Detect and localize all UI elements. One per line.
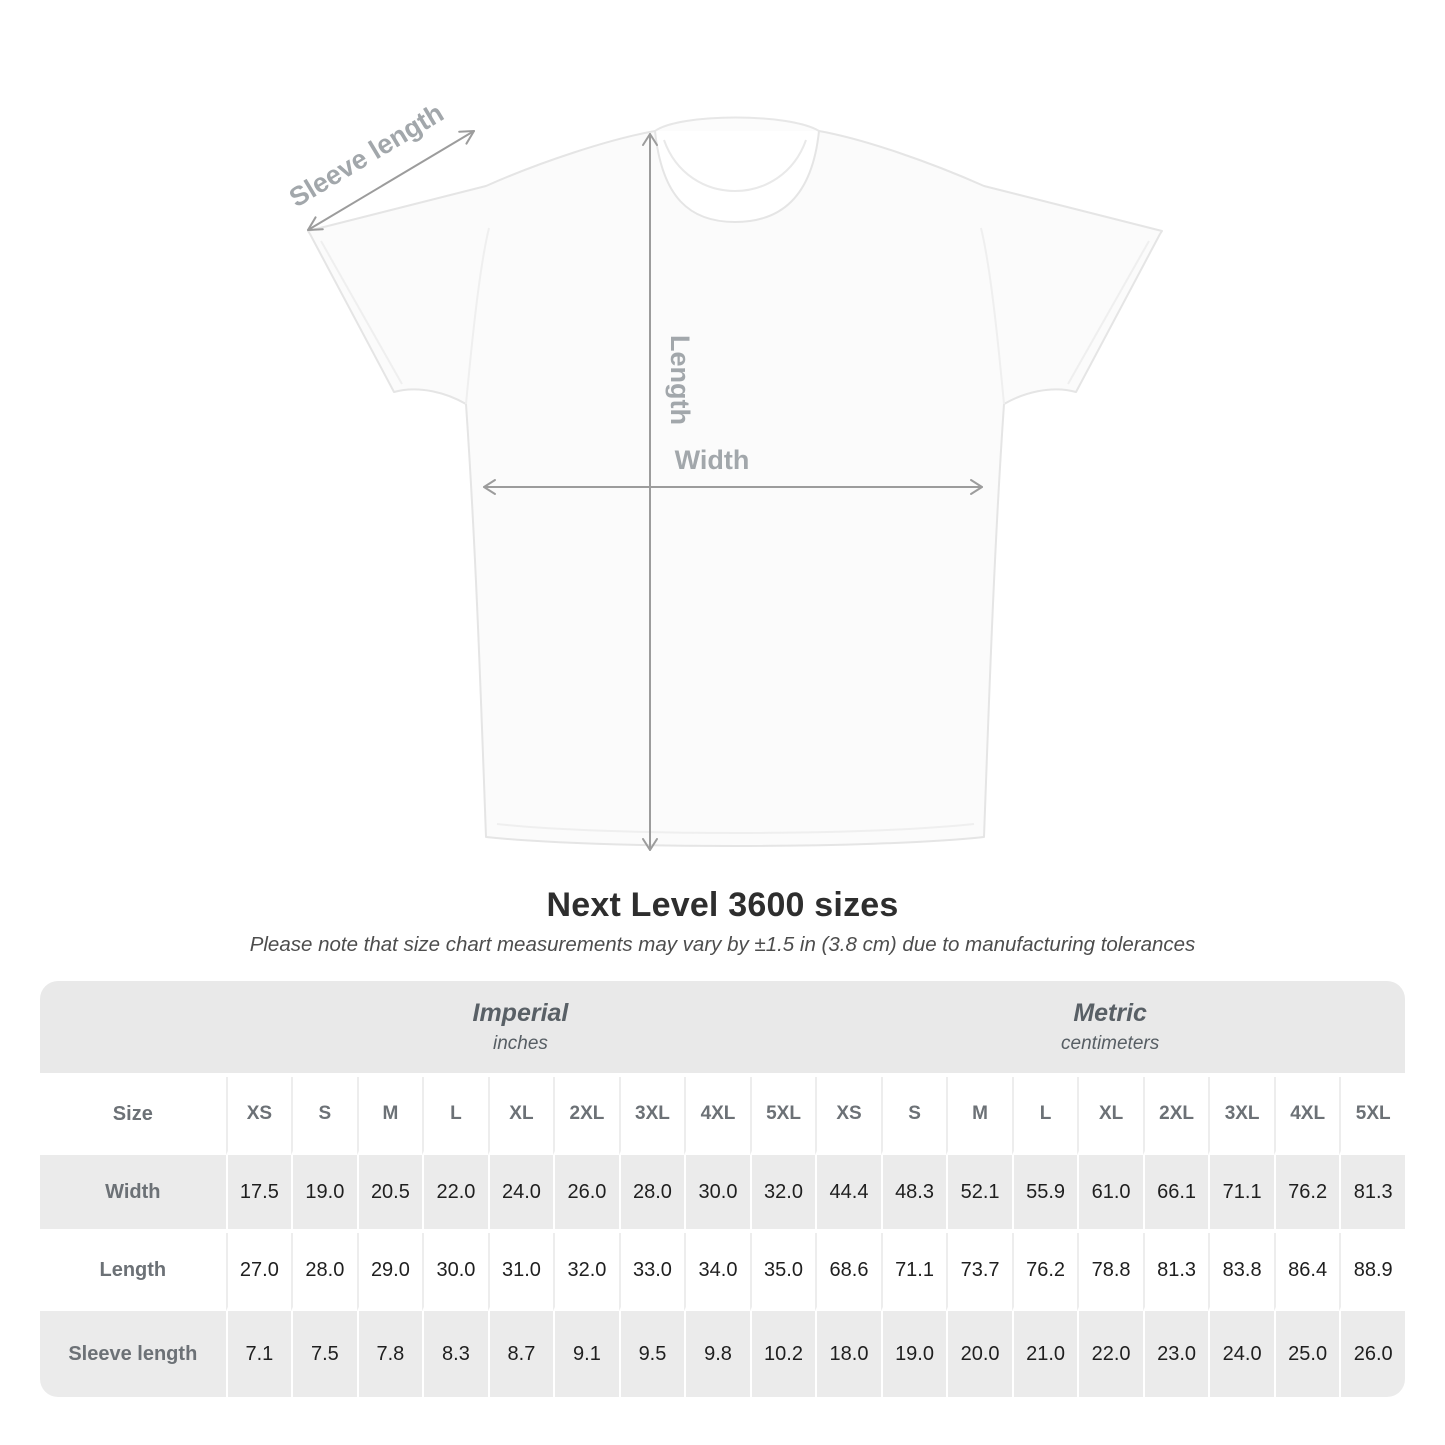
value-cell: 73.7 xyxy=(946,1233,1012,1311)
value-cell: 81.3 xyxy=(1143,1233,1209,1311)
value-cell: 86.4 xyxy=(1274,1233,1340,1311)
value-cell: 19.0 xyxy=(291,1155,357,1233)
value-cell: 7.1 xyxy=(226,1311,292,1397)
size-cell: 3XL xyxy=(1208,1077,1274,1155)
value-cell: 55.9 xyxy=(1012,1155,1078,1233)
value-cell: 31.0 xyxy=(488,1233,554,1311)
size-cell: L xyxy=(1012,1077,1078,1155)
value-cell: 19.0 xyxy=(881,1311,947,1397)
value-cell: 28.0 xyxy=(619,1155,685,1233)
value-cell: 8.3 xyxy=(422,1311,488,1397)
size-header-row xyxy=(40,1077,1405,1155)
imperial-group-header xyxy=(226,981,816,1077)
value-cell: 22.0 xyxy=(1077,1311,1143,1397)
value-cell: 33.0 xyxy=(619,1233,685,1311)
value-cell: 22.0 xyxy=(422,1155,488,1233)
metric-group-unit: centimeters xyxy=(1061,1033,1160,1054)
value-cell: 26.0 xyxy=(553,1155,619,1233)
size-cell: S xyxy=(291,1077,357,1155)
size-cell: 4XL xyxy=(1274,1077,1340,1155)
size-cell: 5XL xyxy=(750,1077,816,1155)
size-cell: 4XL xyxy=(684,1077,750,1155)
row-label: Sleeve length xyxy=(40,1311,226,1397)
width-row xyxy=(40,1155,1405,1233)
value-cell: 30.0 xyxy=(684,1155,750,1233)
tolerance-note: Please note that size chart measurements may vary by ±1.5 in (3.8 cm) due to manufacturing tolerances xyxy=(249,933,1196,956)
value-cell: 48.3 xyxy=(881,1155,947,1233)
size-cell: 2XL xyxy=(553,1077,619,1155)
value-cell: 20.5 xyxy=(357,1155,423,1233)
value-cell: 24.0 xyxy=(488,1155,554,1233)
value-cell: 30.0 xyxy=(422,1233,488,1311)
value-cell: 83.8 xyxy=(1208,1233,1274,1311)
value-cell: 8.7 xyxy=(488,1311,554,1397)
sleeve-length-row xyxy=(40,1311,1405,1397)
width-label: Width xyxy=(674,445,750,475)
value-cell: 78.8 xyxy=(1077,1233,1143,1311)
value-cell: 25.0 xyxy=(1274,1311,1340,1397)
value-cell: 7.8 xyxy=(357,1311,423,1397)
unit-group-header-row xyxy=(40,981,1405,1077)
length-label: Length xyxy=(665,335,695,425)
metric-group-name: Metric xyxy=(1073,999,1147,1027)
value-cell: 66.1 xyxy=(1143,1155,1209,1233)
value-cell: 76.2 xyxy=(1012,1233,1078,1311)
value-cell: 35.0 xyxy=(750,1233,816,1311)
value-cell: 34.0 xyxy=(684,1233,750,1311)
value-cell: 32.0 xyxy=(750,1155,816,1233)
size-cell: M xyxy=(946,1077,1012,1155)
value-cell: 44.4 xyxy=(815,1155,881,1233)
length-row xyxy=(40,1233,1405,1311)
value-cell: 32.0 xyxy=(553,1233,619,1311)
value-cell: 76.2 xyxy=(1274,1155,1340,1233)
row-label: Length xyxy=(40,1233,226,1311)
value-cell: 24.0 xyxy=(1208,1311,1274,1397)
value-cell: 20.0 xyxy=(946,1311,1012,1397)
value-cell: 23.0 xyxy=(1143,1311,1209,1397)
value-cell: 7.5 xyxy=(291,1311,357,1397)
imperial-group-unit: inches xyxy=(492,1033,548,1054)
value-cell: 88.9 xyxy=(1339,1233,1405,1311)
page-title: Next Level 3600 sizes xyxy=(546,886,899,924)
value-cell: 52.1 xyxy=(946,1155,1012,1233)
row-label: Width xyxy=(40,1155,226,1233)
sleeve-length-label: Sleeve length xyxy=(284,97,449,213)
size-cell: XL xyxy=(1077,1077,1143,1155)
size-header-label: Size xyxy=(40,1077,226,1155)
metric-group-header xyxy=(815,981,1405,1077)
value-cell: 26.0 xyxy=(1339,1311,1405,1397)
band-corner xyxy=(40,981,226,1077)
value-cell: 61.0 xyxy=(1077,1155,1143,1233)
value-cell: 71.1 xyxy=(1208,1155,1274,1233)
value-cell: 17.5 xyxy=(226,1155,292,1233)
value-cell: 27.0 xyxy=(226,1233,292,1311)
value-cell: 81.3 xyxy=(1339,1155,1405,1233)
value-cell: 29.0 xyxy=(357,1233,423,1311)
value-cell: 9.1 xyxy=(553,1311,619,1397)
value-cell: 68.6 xyxy=(815,1233,881,1311)
size-cell: S xyxy=(881,1077,947,1155)
imperial-group-name: Imperial xyxy=(472,999,569,1027)
value-cell: 71.1 xyxy=(881,1233,947,1311)
size-cell: 2XL xyxy=(1143,1077,1209,1155)
value-cell: 28.0 xyxy=(291,1233,357,1311)
size-cell: XS xyxy=(226,1077,292,1155)
size-cell: 5XL xyxy=(1339,1077,1405,1155)
tshirt-graphic xyxy=(308,118,1162,847)
value-cell: 9.8 xyxy=(684,1311,750,1397)
size-cell: M xyxy=(357,1077,423,1155)
size-table xyxy=(40,981,1405,1397)
value-cell: 9.5 xyxy=(619,1311,685,1397)
value-cell: 18.0 xyxy=(815,1311,881,1397)
size-cell: L xyxy=(422,1077,488,1155)
value-cell: 10.2 xyxy=(750,1311,816,1397)
value-cell: 21.0 xyxy=(1012,1311,1078,1397)
size-cell: 3XL xyxy=(619,1077,685,1155)
size-cell: XL xyxy=(488,1077,554,1155)
size-cell: XS xyxy=(815,1077,881,1155)
